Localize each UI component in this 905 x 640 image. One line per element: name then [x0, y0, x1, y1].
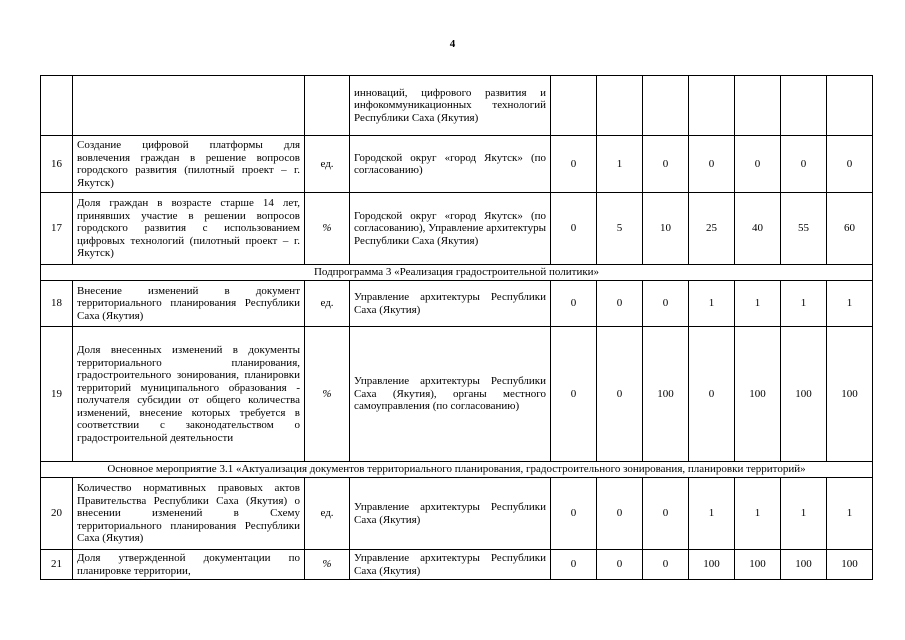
- responsible-cell: Управление архитектуры Республики Саха (Якутия), органы местного самоуправления (по согласованию): [350, 327, 551, 462]
- row-number: [41, 76, 73, 136]
- value-cell: 0: [643, 478, 689, 550]
- value-cell: 100: [689, 550, 735, 580]
- value-cell: 0: [643, 281, 689, 327]
- responsible-cell: инноваций, цифрового развития и инфокоммуникационных технологий Республики Саха (Якутия): [350, 76, 551, 136]
- unit-cell: ед.: [305, 136, 350, 193]
- value-cell: 0: [597, 550, 643, 580]
- value-cell: 100: [643, 327, 689, 462]
- value-cell: [735, 76, 781, 136]
- responsible-cell: Городской округ «город Якутск» (по согласованию), Управление архитектуры Республики Саха (Якутия): [350, 193, 551, 265]
- section-row: [41, 462, 873, 478]
- value-cell: 0: [551, 327, 597, 462]
- row-number: 20: [41, 478, 73, 550]
- table-row: [41, 281, 873, 327]
- value-cell: 0: [551, 281, 597, 327]
- row-number: 16: [41, 136, 73, 193]
- indicator-name: Доля утвержденной документации по планировке территории,: [73, 550, 305, 580]
- value-cell: 0: [597, 281, 643, 327]
- value-cell: 0: [827, 136, 873, 193]
- value-cell: 0: [643, 136, 689, 193]
- value-cell: 0: [551, 136, 597, 193]
- value-cell: [551, 76, 597, 136]
- unit-cell: %: [305, 327, 350, 462]
- value-cell: 1: [735, 478, 781, 550]
- value-cell: 100: [781, 550, 827, 580]
- value-cell: 1: [827, 478, 873, 550]
- value-cell: 10: [643, 193, 689, 265]
- indicator-name: [73, 76, 305, 136]
- table-row: [41, 478, 873, 550]
- indicator-name: Внесение изменений в документ территориального планирования Республики Саха (Якутия): [73, 281, 305, 327]
- value-cell: 1: [781, 478, 827, 550]
- responsible-cell: Управление архитектуры Республики Саха (Якутия): [350, 478, 551, 550]
- page-number: 4: [449, 38, 456, 50]
- table-row: [41, 327, 873, 462]
- indicator-name: Доля граждан в возрасте старше 14 лет, принявших участие в решении вопросов городского развития с использованием цифровых технологий (пилотный проект – г. Якутск): [73, 193, 305, 265]
- value-cell: [781, 76, 827, 136]
- value-cell: 1: [597, 136, 643, 193]
- table-row: [41, 76, 873, 136]
- table-row: [41, 136, 873, 193]
- row-number: 21: [41, 550, 73, 580]
- value-cell: 55: [781, 193, 827, 265]
- value-cell: 0: [643, 550, 689, 580]
- value-cell: 0: [597, 478, 643, 550]
- unit-cell: [305, 76, 350, 136]
- responsible-cell: Городской округ «город Якутск» (по согласованию): [350, 136, 551, 193]
- unit-cell: %: [305, 193, 350, 265]
- value-cell: 100: [827, 550, 873, 580]
- value-cell: [643, 76, 689, 136]
- value-cell: 1: [689, 281, 735, 327]
- value-cell: [597, 76, 643, 136]
- value-cell: 0: [689, 136, 735, 193]
- value-cell: 0: [689, 327, 735, 462]
- value-cell: 0: [551, 550, 597, 580]
- value-cell: 0: [597, 327, 643, 462]
- row-number: 19: [41, 327, 73, 462]
- value-cell: 1: [689, 478, 735, 550]
- value-cell: 100: [827, 327, 873, 462]
- value-cell: 5: [597, 193, 643, 265]
- value-cell: 1: [781, 281, 827, 327]
- value-cell: 60: [827, 193, 873, 265]
- row-number: 17: [41, 193, 73, 265]
- table-row: [41, 550, 873, 580]
- value-cell: 25: [689, 193, 735, 265]
- value-cell: 100: [735, 550, 781, 580]
- table-row: [41, 193, 873, 265]
- section-row: [41, 265, 873, 281]
- value-cell: 1: [735, 281, 781, 327]
- unit-cell: ед.: [305, 281, 350, 327]
- responsible-cell: Управление архитектуры Республики Саха (Якутия): [350, 281, 551, 327]
- indicator-name: Количество нормативных правовых актов Правительства Республики Саха (Якутия) о внесении изменений в Схему территориального планирования Республики Саха (Якутия): [73, 478, 305, 550]
- unit-cell: %: [305, 550, 350, 580]
- row-number: 18: [41, 281, 73, 327]
- indicator-name: Доля внесенных изменений в документы территориального планирования, градостроительного зонирования, планировки территорий муниципального образования - получателя субсидии от общего количества изменений, внесение которых требуется в соответствии с законодательством о градостроительной деятельности: [73, 327, 305, 462]
- value-cell: 0: [551, 478, 597, 550]
- indicators-table: [40, 75, 873, 580]
- value-cell: 0: [781, 136, 827, 193]
- value-cell: 100: [781, 327, 827, 462]
- section-title: Подпрограмма 3 «Реализация градостроительной политики»: [41, 265, 873, 281]
- value-cell: 40: [735, 193, 781, 265]
- value-cell: 1: [827, 281, 873, 327]
- value-cell: 100: [735, 327, 781, 462]
- section-title: Основное мероприятие 3.1 «Актуализация документов территориального планирования, градостроительного зонирования, планировки территорий»: [41, 462, 873, 478]
- value-cell: [689, 76, 735, 136]
- value-cell: [827, 76, 873, 136]
- value-cell: 0: [551, 193, 597, 265]
- indicator-name: Создание цифровой платформы для вовлечения граждан в решение вопросов городского развития (пилотный проект – г. Якутск): [73, 136, 305, 193]
- unit-cell: ед.: [305, 478, 350, 550]
- value-cell: 0: [735, 136, 781, 193]
- responsible-cell: Управление архитектуры Республики Саха (Якутия): [350, 550, 551, 580]
